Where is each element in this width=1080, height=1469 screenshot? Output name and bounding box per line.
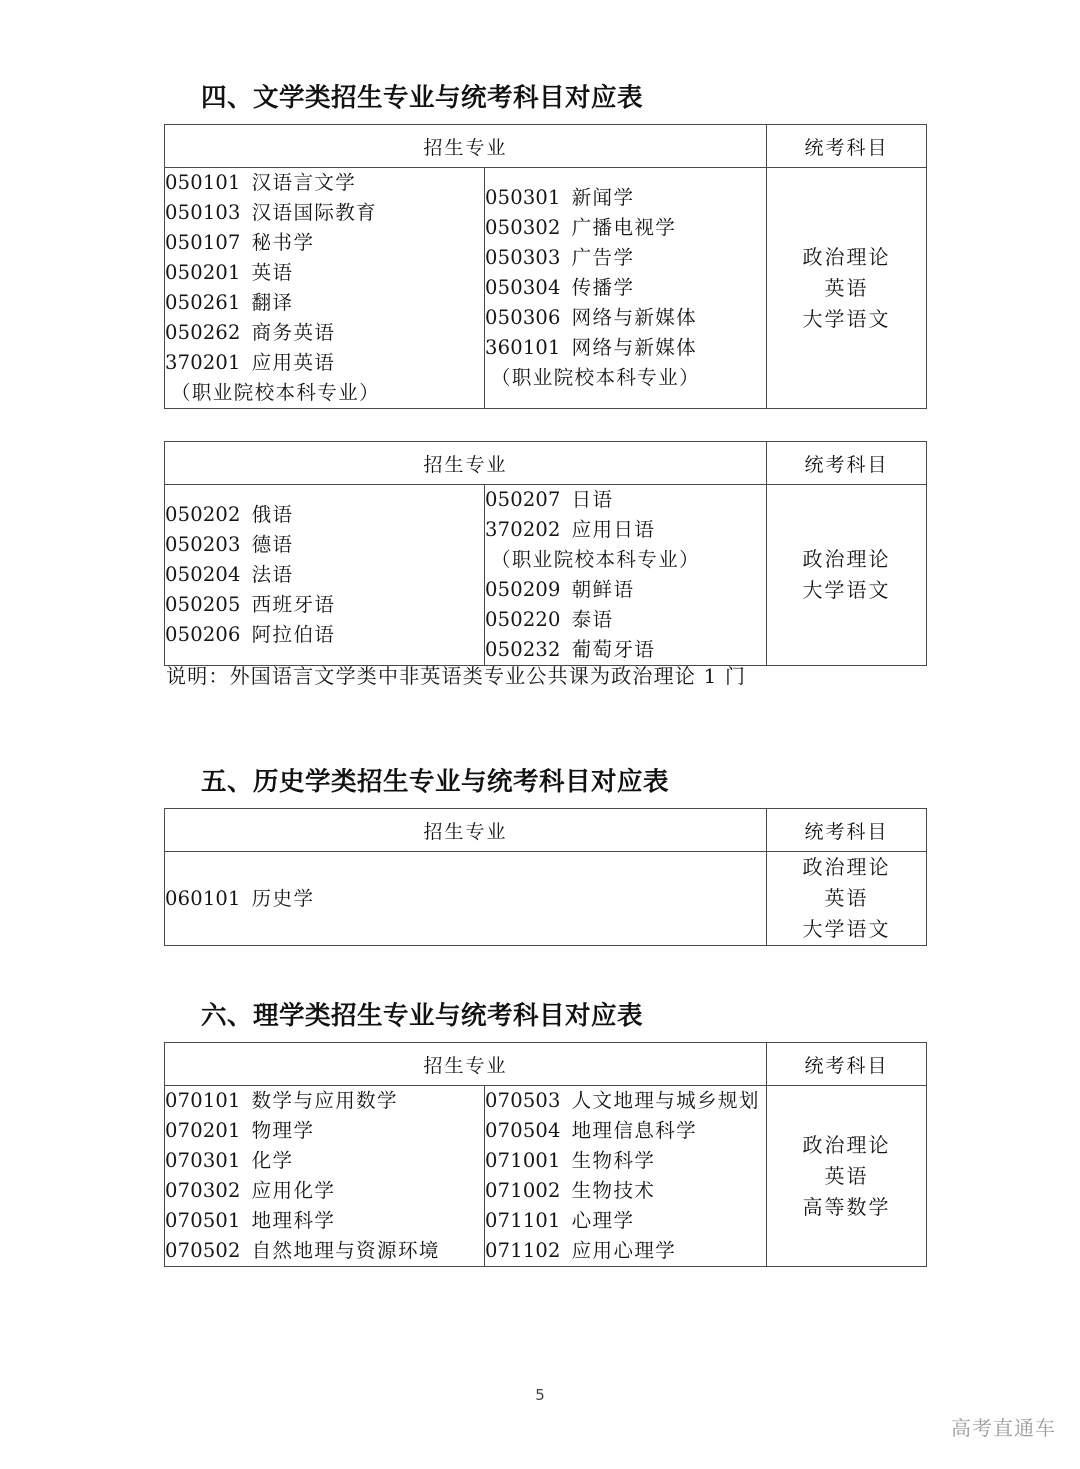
- major-name: 应用心理学: [571, 1239, 677, 1262]
- major-cell-right: [485, 485, 767, 666]
- subject-cell: [767, 1086, 927, 1267]
- major-code: 050204: [165, 563, 241, 586]
- history-table: [164, 808, 927, 946]
- major-code: 070501: [165, 1209, 241, 1232]
- major-line: [165, 288, 484, 318]
- major-code: 360101: [485, 336, 561, 359]
- page-number: 5: [535, 1386, 545, 1404]
- major-cell-left: [165, 852, 767, 946]
- major-name: 生物技术: [571, 1179, 656, 1202]
- major-line: [485, 1086, 766, 1116]
- major-code: 050209: [485, 578, 561, 601]
- watermark-text: 高考直通车: [951, 1416, 1056, 1440]
- major-cell-left: [165, 1086, 485, 1267]
- section-heading-science: 六、理学类招生专业与统考科目对应表: [201, 1001, 644, 1031]
- major-line: [165, 198, 484, 228]
- major-name: 网络与新媒体: [571, 336, 698, 359]
- column-header-major: 招生专业: [165, 125, 767, 168]
- major-line: [165, 620, 484, 650]
- major-line: [165, 500, 484, 530]
- major-name: 物理学: [251, 1119, 315, 1142]
- subject-cell: [767, 852, 927, 946]
- major-code: 050220: [485, 608, 561, 631]
- major-name: 阿拉伯语: [251, 623, 336, 646]
- major-name: 人文地理与城乡规划: [571, 1089, 760, 1112]
- major-name: 英语: [251, 261, 294, 284]
- major-code: 060101: [165, 886, 241, 910]
- major-name: 秘书学: [251, 231, 315, 254]
- major-name: 日语: [571, 488, 614, 511]
- literature-table-1: [164, 124, 927, 409]
- column-header-major: 招生专业: [165, 809, 767, 852]
- major-code: 050101: [165, 171, 241, 194]
- major-name: 俄语: [251, 503, 294, 526]
- major-code: 370202: [485, 518, 561, 541]
- major-code: 070502: [165, 1239, 241, 1262]
- major-line: [165, 348, 484, 378]
- column-header-subject: 统考科目: [767, 442, 927, 485]
- major-code: 050107: [165, 231, 241, 254]
- table-header-row: [165, 125, 927, 168]
- column-header-subject: 统考科目: [767, 125, 927, 168]
- table-row: [165, 1086, 927, 1267]
- subject-line: 大学语文: [802, 306, 891, 331]
- major-code: 071002: [485, 1179, 561, 1202]
- major-code: 050301: [485, 186, 561, 209]
- major-code: 071101: [485, 1209, 561, 1232]
- major-note-line: （职业院校本科专业）: [171, 381, 381, 404]
- subject-cell: [767, 168, 927, 409]
- major-name: 汉语国际教育: [251, 201, 378, 224]
- section-heading-history: 五、历史学类招生专业与统考科目对应表: [201, 767, 670, 797]
- major-name: 商务英语: [251, 321, 336, 344]
- major-code: 050206: [165, 623, 241, 646]
- major-line: [165, 1146, 484, 1176]
- major-code: 070503: [485, 1089, 561, 1112]
- major-line: [165, 168, 484, 198]
- major-code: 050203: [165, 533, 241, 556]
- major-note-line: （职业院校本科专业）: [491, 548, 701, 571]
- major-line: [485, 605, 766, 635]
- subject-cell: [767, 485, 927, 666]
- subject-line: 英语: [824, 275, 869, 300]
- major-code: 071001: [485, 1149, 561, 1172]
- section-heading-literature: 四、文学类招生专业与统考科目对应表: [201, 83, 644, 113]
- major-line: [165, 1086, 484, 1116]
- major-line: [165, 530, 484, 560]
- major-code: 050205: [165, 593, 241, 616]
- literature-note: 说明：外国语言文学类中非英语类专业公共课为政治理论 1 门: [166, 664, 747, 688]
- major-code: 070201: [165, 1119, 241, 1142]
- column-header-subject: 统考科目: [767, 809, 927, 852]
- table-header-row: [165, 809, 927, 852]
- major-name: 生物科学: [571, 1149, 656, 1172]
- major-name: 心理学: [571, 1209, 635, 1232]
- table-row: [165, 852, 927, 946]
- major-line: [485, 515, 766, 545]
- major-name: 应用日语: [571, 518, 656, 541]
- major-name: 朝鲜语: [571, 578, 635, 601]
- column-header-subject: 统考科目: [767, 1043, 927, 1086]
- major-name: 地理科学: [251, 1209, 336, 1232]
- major-line: [485, 485, 766, 515]
- major-name: 应用英语: [251, 351, 336, 374]
- major-code: 050207: [485, 488, 561, 511]
- major-line: [165, 1236, 484, 1266]
- column-header-major: 招生专业: [165, 442, 767, 485]
- major-code: 050201: [165, 261, 241, 284]
- major-line: [485, 213, 766, 243]
- major-code: 370201: [165, 351, 241, 374]
- table-header-row: [165, 442, 927, 485]
- subject-line: 政治理论: [802, 244, 891, 269]
- subject-line: 英语: [824, 886, 869, 910]
- subject-line: 大学语文: [802, 917, 891, 941]
- major-line: [165, 884, 766, 914]
- major-name: 数学与应用数学: [251, 1089, 398, 1112]
- major-code: 050232: [485, 638, 561, 661]
- table-row: [165, 485, 927, 666]
- major-code: 050202: [165, 503, 241, 526]
- major-name: 新闻学: [571, 186, 635, 209]
- major-cell-left: [165, 485, 485, 666]
- major-name: 泰语: [571, 608, 614, 631]
- major-line: [485, 243, 766, 273]
- major-code: 050103: [165, 201, 241, 224]
- major-code: 070302: [165, 1179, 241, 1202]
- major-name: 西班牙语: [251, 593, 336, 616]
- major-line: [165, 590, 484, 620]
- major-name: 历史学: [251, 886, 315, 910]
- major-name: 汉语言文学: [251, 171, 357, 194]
- major-name: 葡萄牙语: [571, 638, 656, 661]
- major-line: [485, 183, 766, 213]
- major-cell-left: [165, 168, 485, 409]
- major-line: [485, 1146, 766, 1176]
- major-name: 传播学: [571, 276, 635, 299]
- major-line: [165, 318, 484, 348]
- major-cell-right: [485, 1086, 767, 1267]
- major-line: [485, 1176, 766, 1206]
- major-name: 广播电视学: [571, 216, 677, 239]
- major-name: 化学: [251, 1149, 294, 1172]
- literature-table-2: [164, 441, 927, 666]
- major-line: [165, 1176, 484, 1206]
- table-row: [165, 168, 927, 409]
- major-cell-right: [485, 168, 767, 409]
- column-header-major: 招生专业: [165, 1043, 767, 1086]
- major-line: [485, 1236, 766, 1266]
- major-line: [165, 1206, 484, 1236]
- major-line: [165, 228, 484, 258]
- major-line: [485, 1116, 766, 1146]
- major-name: 自然地理与资源环境: [251, 1239, 440, 1262]
- major-line: [485, 575, 766, 605]
- major-line: [165, 560, 484, 590]
- major-name: 德语: [251, 533, 294, 556]
- major-note-line: （职业院校本科专业）: [491, 366, 701, 389]
- major-name: 法语: [251, 563, 294, 586]
- subject-line: 英语: [824, 1163, 869, 1188]
- major-line: [165, 1116, 484, 1146]
- major-name: 翻译: [251, 291, 294, 314]
- major-line: [485, 333, 766, 363]
- major-line: [485, 273, 766, 303]
- major-code: 070504: [485, 1119, 561, 1142]
- major-code: 050306: [485, 306, 561, 329]
- subject-line: 政治理论: [802, 855, 891, 879]
- major-code: 050304: [485, 276, 561, 299]
- major-name: 地理信息科学: [571, 1119, 698, 1142]
- major-code: 070101: [165, 1089, 241, 1112]
- major-code: 050303: [485, 246, 561, 269]
- major-line: [485, 1206, 766, 1236]
- major-code: 071102: [485, 1239, 561, 1262]
- subject-line: 政治理论: [802, 547, 891, 571]
- major-code: 070301: [165, 1149, 241, 1172]
- major-code: 050261: [165, 291, 241, 314]
- subject-line: 大学语文: [802, 578, 891, 602]
- subject-line: 政治理论: [802, 1132, 891, 1157]
- major-line: [165, 258, 484, 288]
- major-code: 050262: [165, 321, 241, 344]
- major-name: 网络与新媒体: [571, 306, 698, 329]
- major-name: 广告学: [571, 246, 635, 269]
- major-code: 050302: [485, 216, 561, 239]
- science-table: [164, 1042, 927, 1267]
- major-line: [485, 303, 766, 333]
- subject-line: 高等数学: [802, 1194, 891, 1219]
- table-header-row: [165, 1043, 927, 1086]
- major-name: 应用化学: [251, 1179, 336, 1202]
